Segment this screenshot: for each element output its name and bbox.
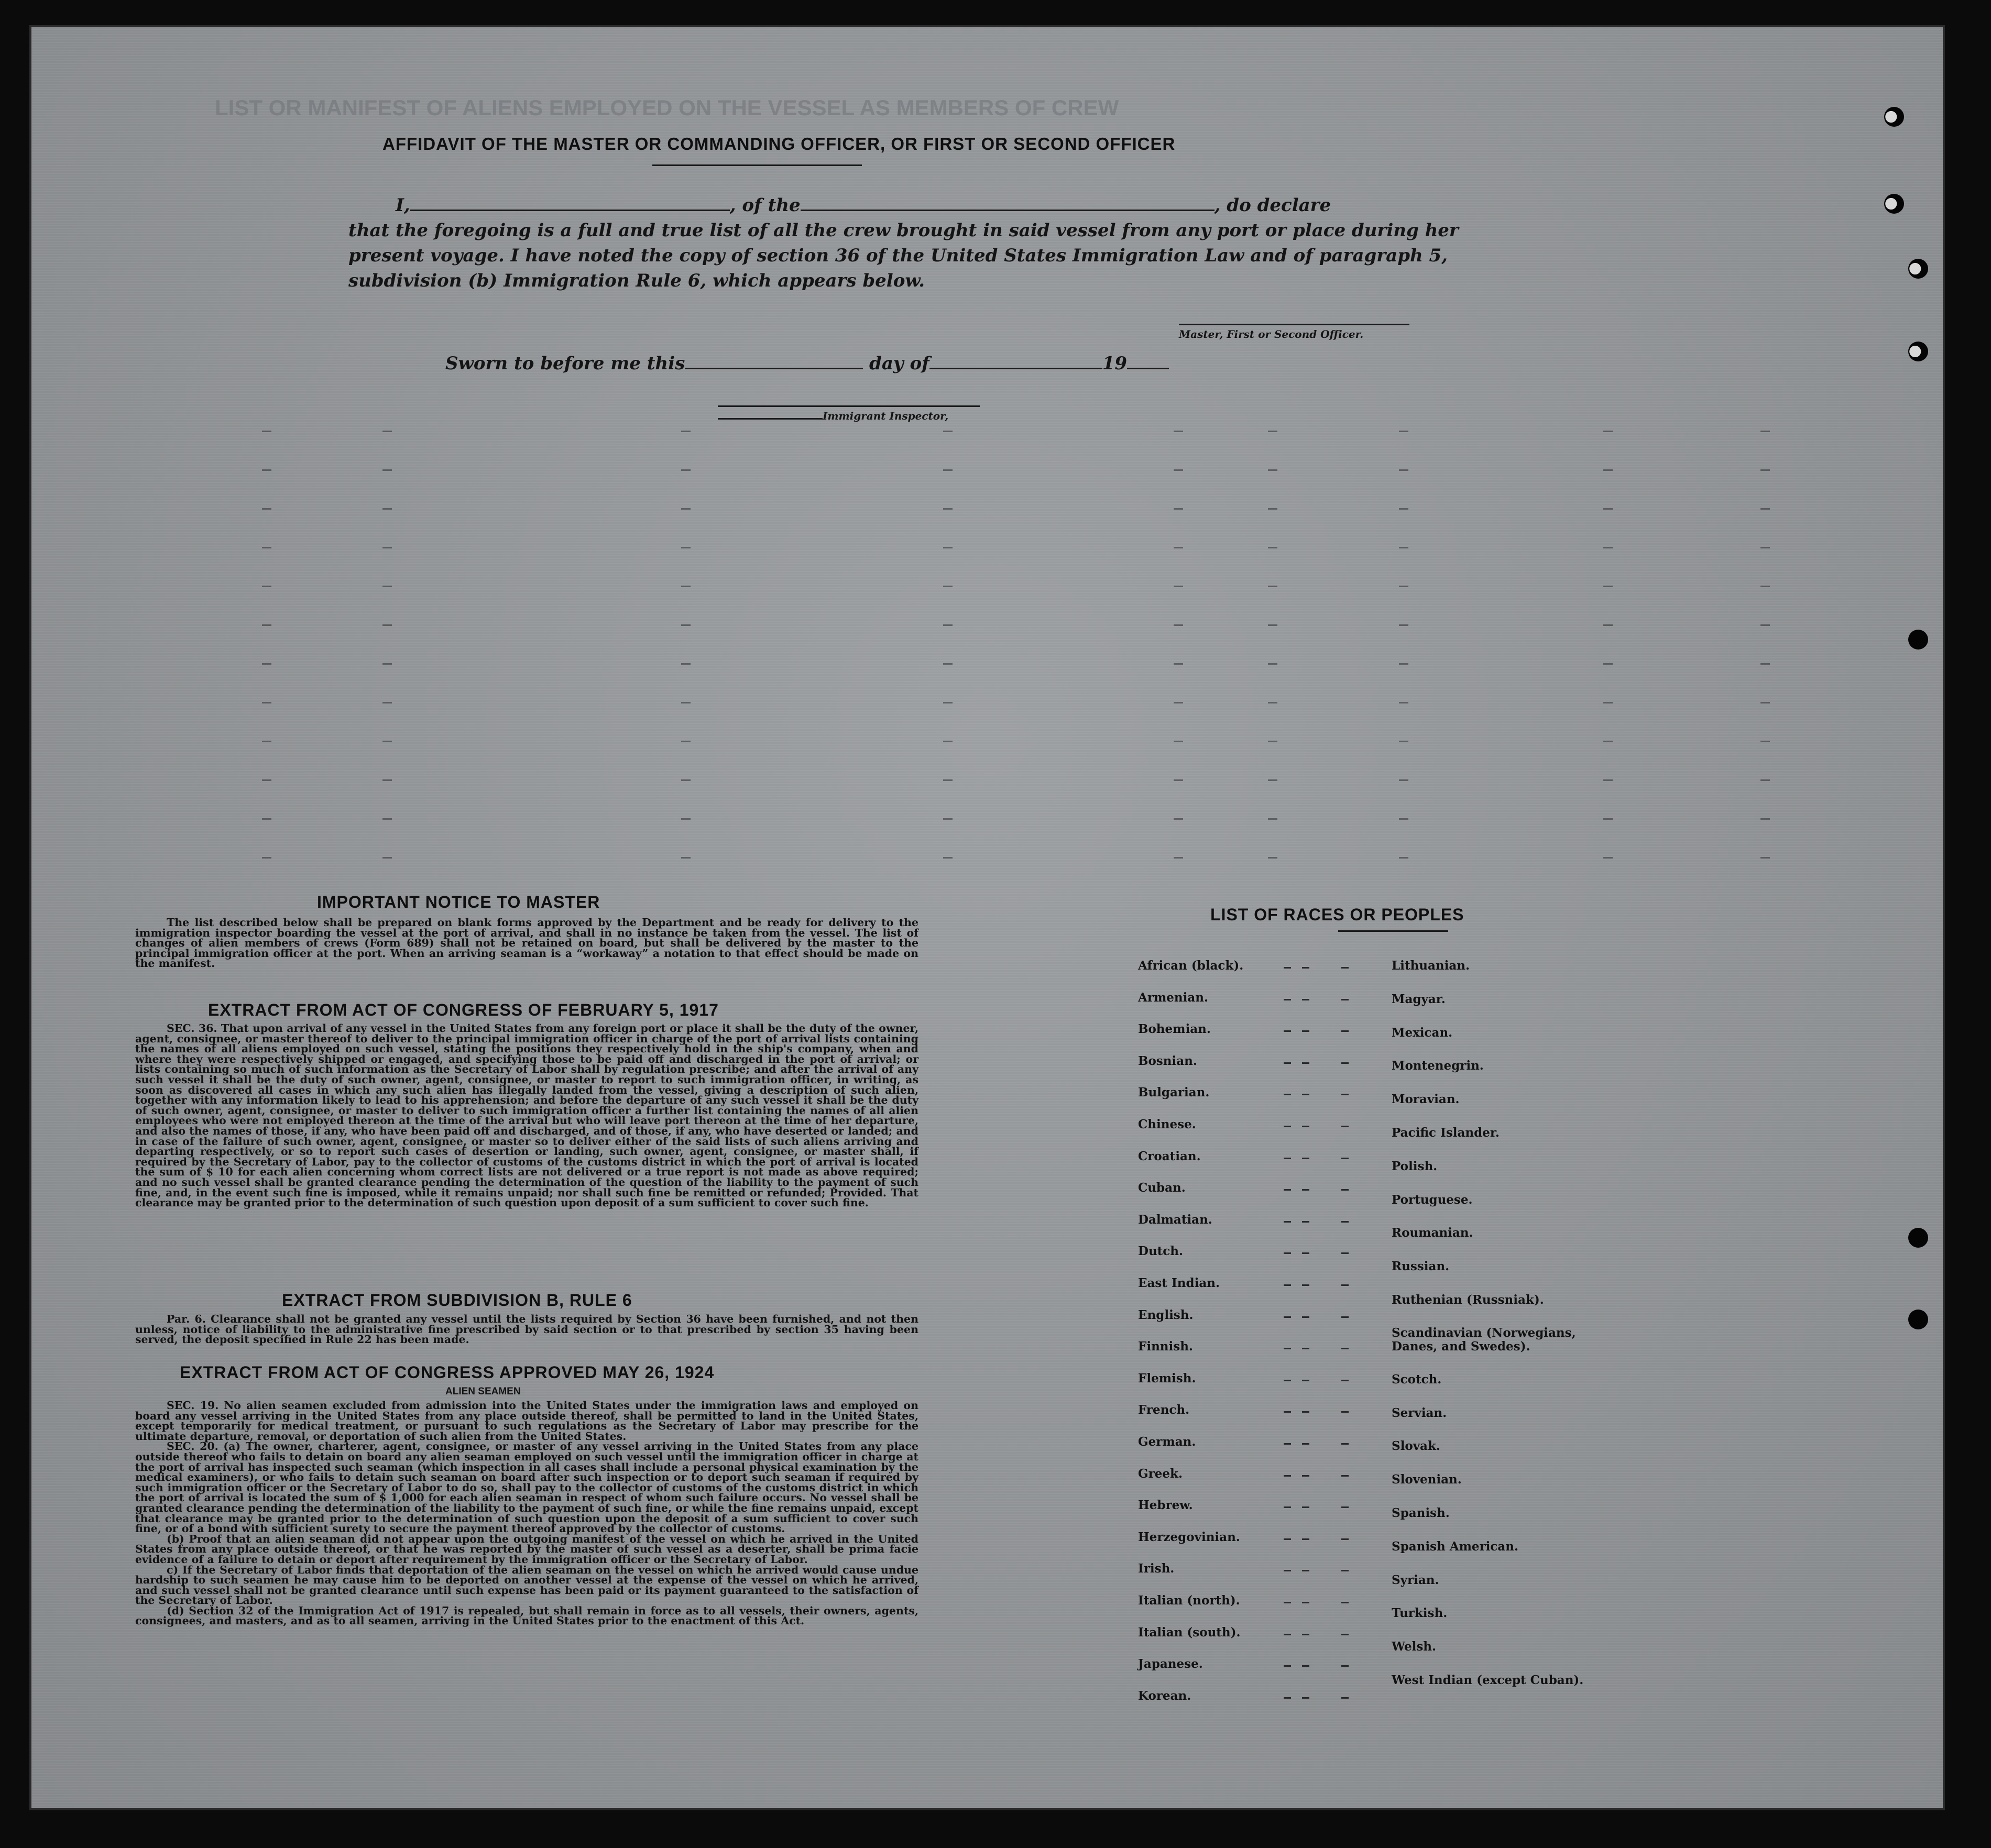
column-dash (262, 818, 271, 820)
race-item: Russian. (1392, 1259, 1450, 1274)
column-dash (382, 586, 392, 587)
binder-hole-icon (1884, 194, 1904, 214)
column-dash (943, 779, 953, 781)
column-dash (1760, 741, 1770, 742)
column-dash (1760, 586, 1770, 587)
race-item: Flemish. (1138, 1371, 1196, 1385)
column-dash (1174, 469, 1183, 471)
binder-hole-icon (1908, 342, 1928, 361)
column-dash (1399, 431, 1408, 432)
column-dash (1760, 431, 1770, 432)
leader-dash (1341, 1475, 1349, 1477)
column-dash (1268, 624, 1277, 626)
column-dash (382, 779, 392, 781)
leader-dash (1302, 1189, 1309, 1191)
leader-dash (1341, 1634, 1349, 1635)
leader-dash (1302, 967, 1309, 969)
race-item: Lithuanian. (1392, 959, 1470, 973)
leader-dash (1284, 1538, 1291, 1540)
column-dash (1399, 741, 1408, 742)
column-dash (681, 818, 691, 820)
column-dash (262, 547, 271, 548)
race-item: Bosnian. (1138, 1053, 1197, 1068)
column-dash (1268, 547, 1277, 548)
column-dash (1268, 779, 1277, 781)
leader-dash (1341, 1411, 1349, 1413)
month-blank (929, 368, 1102, 369)
column-dash (1174, 431, 1183, 432)
leader-dash (1284, 1189, 1291, 1191)
leader-dash (1341, 1284, 1349, 1286)
leader-dash (1341, 1221, 1349, 1223)
race-item: Slovenian. (1392, 1472, 1462, 1487)
race-item: Bohemian. (1138, 1022, 1211, 1037)
column-dash (943, 508, 953, 510)
leader-dash (1302, 1443, 1309, 1445)
extract-rule6-body: Par. 6. Clearance shall not be granted any vessel until the lists required by Section 36 have been furnished, and not then unless, notice of liability to the administrative fine prescribed by said section or to that prescribed by section 35 having been served, the deposit specified in Rule 22 has been made. (135, 1313, 918, 1346)
leader-dash (1302, 1030, 1309, 1032)
column-dash (262, 741, 271, 742)
leader-dash (1302, 1284, 1309, 1286)
column-dash (382, 469, 392, 471)
column-dash (681, 741, 691, 742)
manifest-page (31, 27, 1943, 1808)
column-dash (1268, 857, 1277, 859)
race-item: Servian. (1392, 1405, 1447, 1420)
inspector-signature-line (718, 405, 980, 407)
column-dash (681, 779, 691, 781)
column-dash (681, 857, 691, 859)
race-item: Bulgarian. (1138, 1085, 1210, 1100)
column-dash (1268, 431, 1277, 432)
column-dash (1268, 663, 1277, 665)
leader-dash (1302, 1506, 1309, 1508)
column-dash (681, 431, 691, 432)
column-dash (681, 547, 691, 548)
column-dash (1603, 663, 1613, 665)
leader-dash (1284, 1158, 1291, 1159)
column-dash (681, 508, 691, 510)
column-dash (262, 779, 271, 781)
sworn-text: Sworn to before me this (445, 353, 685, 374)
race-item: Welsh. (1392, 1640, 1437, 1654)
extract-rule6-title: EXTRACT FROM SUBDIVISION B, RULE 6 (282, 1291, 632, 1310)
column-dash (1174, 547, 1183, 548)
race-item: African (black). (1138, 959, 1244, 973)
race-item: Syrian. (1392, 1572, 1439, 1587)
column-dash (1268, 741, 1277, 742)
column-dash (681, 702, 691, 703)
race-item: Korean. (1138, 1688, 1191, 1703)
column-dash (1760, 508, 1770, 510)
column-dash (1174, 586, 1183, 587)
leader-dash (1341, 1697, 1349, 1699)
column-dash (1174, 663, 1183, 665)
vessel-blank (801, 210, 1215, 211)
name-blank (410, 210, 730, 211)
column-dash (943, 741, 953, 742)
column-dash (1760, 702, 1770, 703)
leader-dash (1302, 1570, 1309, 1571)
race-item: Italian (north). (1138, 1593, 1240, 1608)
leader-dash (1302, 999, 1309, 1000)
column-dash (681, 469, 691, 471)
race-item: East Indian. (1138, 1276, 1220, 1290)
affidavit-line-1 (396, 195, 1331, 216)
affidavit-do-declare: , do declare (1214, 195, 1331, 216)
leader-dash (1302, 1252, 1309, 1254)
leader-dash (1341, 1380, 1349, 1381)
column-dash (1399, 547, 1408, 548)
leader-dash (1284, 1030, 1291, 1032)
column-dash (262, 702, 271, 703)
column-dash (262, 469, 271, 471)
leader-dash (1341, 1602, 1349, 1603)
race-item: Croatian. (1138, 1149, 1201, 1163)
column-dash (1603, 818, 1613, 820)
column-dash (943, 624, 953, 626)
column-dash (262, 624, 271, 626)
column-dash (1268, 586, 1277, 587)
leader-dash (1284, 1252, 1291, 1254)
column-dash (1399, 702, 1408, 703)
race-item: Pacific Islander. (1392, 1126, 1500, 1140)
extract-1924-title: EXTRACT FROM ACT OF CONGRESS APPROVED MAY 26, 1924 (180, 1363, 715, 1382)
leader-dash (1284, 1062, 1291, 1064)
column-dash (382, 431, 392, 432)
leader-dash (1284, 1380, 1291, 1381)
column-dash (262, 857, 271, 859)
column-dash (943, 586, 953, 587)
affidavit-title: AFFIDAVIT OF THE MASTER OR COMMANDING OFFICER, OR FIRST OR SECOND OFFICER (382, 134, 1176, 153)
leader-dash (1302, 1221, 1309, 1223)
leader-dash (1302, 1348, 1309, 1349)
race-item: Spanish. (1392, 1506, 1450, 1520)
column-dash (943, 818, 953, 820)
leader-dash (1341, 1570, 1349, 1571)
column-dash (1603, 586, 1613, 587)
column-dash (382, 663, 392, 665)
leader-dash (1341, 1158, 1349, 1159)
race-item: Herzegovinian. (1138, 1530, 1240, 1544)
leader-dash (1302, 1665, 1309, 1667)
leader-dash (1302, 1411, 1309, 1413)
column-dash (382, 508, 392, 510)
leader-dash (1302, 1126, 1309, 1127)
race-item: Ruthenian (Russniak). (1392, 1293, 1544, 1307)
race-item: Montenegrin. (1392, 1059, 1484, 1073)
leader-dash (1341, 1506, 1349, 1508)
signature-caption: Master, First or Second Officer. (1179, 328, 1364, 340)
leader-dash (1284, 1094, 1291, 1095)
race-item: Mexican. (1392, 1025, 1453, 1040)
leader-dash (1341, 1189, 1349, 1191)
leader-dash (1302, 1475, 1309, 1477)
column-dash (382, 702, 392, 703)
leader-dash (1341, 1348, 1349, 1349)
leader-dash (1302, 1697, 1309, 1699)
column-dash (1268, 508, 1277, 510)
race-item: English. (1138, 1307, 1194, 1322)
column-dash (681, 624, 691, 626)
column-dash (1268, 469, 1277, 471)
day-of-text: day of (863, 353, 929, 374)
column-dash (1603, 741, 1613, 742)
binder-hole-icon (1908, 1310, 1928, 1329)
column-dash (1174, 818, 1183, 820)
affidavit-of-the: , of the (729, 195, 801, 216)
race-item: Japanese. (1138, 1657, 1203, 1671)
race-item: Spanish American. (1392, 1539, 1519, 1554)
leader-dash (1341, 1252, 1349, 1254)
column-dash (1760, 818, 1770, 820)
race-item: Dutch. (1138, 1244, 1184, 1259)
leader-dash (1341, 1062, 1349, 1064)
affidavit-i: I, (396, 195, 410, 216)
extract-1924-body: SEC. 19. No alien seamen excluded from admission into the United States under the immigration laws and employed on board any vessel arriving in the United States from any place outside thereof, shall be permitted to land in the United States, except temporarily for medical treatment, or pursuant to such regulations as the Secretary of Labor may prescribe for the ultimate departure, removal, or deportation of such alien from the United States. SEC. 20. (a) The owner, charterer, agent, consignee, or master of any vessel arriving in the United States from any place outside thereof who fails to detain on board any alien seaman employed on such vessel until the immigration officer in charge at the port of arrival has inspected such seaman (which inspection in all cases shall include a personal physical examination by the medical examiners), or who fails to detain such seaman on board after such inspection or to deport such seaman if required by such immigration officer or the Secretary of Labor to do so, shall pay to the collector of customs of the customs district in which the port of arrival is located the sum of $ 1,000 for each alien seaman in respect of whom such failure occurs. No vessel shall be granted clearance pending the determination of the liability to the payment of such fine, or while the fine remains unpaid, except that clearance may be granted prior to the determination of such question upon the deposit of a sum sufficient to cover such fine, or of a bond with sufficient surety to secure the payment thereof approved by the collector of customs. (b) Proof that an alien seaman did not appear upon the outgoing manifest of the vessel on which he arrived in the United States from any place outside thereof, or that he was reported by the master of such vessel as a deserter, shall be prima facie evidence of a failure to detain or deport after requirement by the immigration officer or the Secretary of Labor. c) If the Secretary of Labor finds that deportation of the alien seaman on the vessel on which he arrived would cause undue hardship to such seamen he may cause him to be deported on another vessel at the expense of the vessel on which he arrived, and such vessel shall not be granted clearance until such expense has been paid or its payment guaranteed to the satisfaction of the Secretary of Labor. (d) Section 32 of the Immigration Act of 1917 is repealed, but shall remain in force as to all vessels, their owners, agents, consignees, and masters, and as to all seamen, arriving in the United States prior to the enactment of this Act. (135, 1399, 918, 1627)
leader-dash (1302, 1602, 1309, 1603)
column-dash (1603, 469, 1613, 471)
race-item: Turkish. (1392, 1606, 1448, 1621)
column-dash (262, 431, 271, 432)
notice-body: The list described below shall be prepared on blank forms approved by the Department and be ready for delivery to the immigration inspector boarding the vessel at the port of arrival, and shall in no instance be taken from the vessel. The list of changes of alien members of crews (Form 689) shall not be retained on board, but shall be delivered by the master to the principal immigration officer at the port. When an arriving seaman is a “workaway” a notation to that effect should be made on the manifest. (135, 916, 918, 970)
leader-dash (1341, 1030, 1349, 1032)
column-dash (1603, 508, 1613, 510)
leader-dash (1284, 1316, 1291, 1318)
race-item: Cuban. (1138, 1181, 1186, 1195)
column-dash (262, 663, 271, 665)
leader-dash (1302, 1634, 1309, 1635)
column-dash (681, 586, 691, 587)
race-item: Finnish. (1138, 1339, 1193, 1354)
column-dash (1603, 547, 1613, 548)
leader-dash (1341, 1126, 1349, 1127)
race-item: Polish. (1392, 1159, 1438, 1173)
leader-dash (1302, 1062, 1309, 1064)
race-item: Irish. (1138, 1561, 1175, 1576)
extract-1917-body: SEC. 36. That upon arrival of any vessel in the United States from any foreign port or place it shall be the duty of the owner, agent, consignee, or master thereof to deliver to the principal immigration officer in charge of the port of arrival lists containing the names of all aliens employed on such vessel, stating the positions they respectively hold in the ship's company, when and where they were respectively shipped or engaged, and specifying those to be paid off and discharged in the port of arrival; or lists containing so much of such information as the Secretary of Labor shall by regulation prescribe; and after the arrival of any such vessel it shall be the duty of such owner, agent, consignee, or master to report to such immigration officer, in writing, as soon as discovered all cases in which any such alien has illegally landed from the vessel, giving a description of such alien, together with any information likely to lead to his apprehension; and before the departure of any such vessel it shall be the duty of such owner, agent, consignee, or master to deliver to such immigration officer a further list containing the names of all alien employees who were not employed thereon at the time of the arrival but who will leave port thereon at the time of her departure, and also the names of those, if any, who have been paid off and discharged, and of those, if any, who have deserted or landed; and in case of the failure of such owner, agent, consignee, or master so to deliver either of the said lists of such aliens arriving and departing respectively, or so to report such cases of desertion or landing, such owner, agent, consignee, or master shall, if required by the Secretary of Labor, pay to the collector of customs of the customs district in which the port of arrival is located the sum of $ 10 for each alien concerning whom correct lists are not delivered or a true report is not made as above required; and no such vessel shall be granted clearance pending the determination of the question of the liability to the payment of such fine, and, in the event such fine is imposed, while it remains unpaid; nor shall such fine be remitted or refunded; Provided. That clearance may be granted prior to the determination of such question upon deposit of a sum sufficient to cover such fine. (135, 1022, 918, 1209)
column-dash (1760, 547, 1770, 548)
affidavit-line-4: subdivision (b) Immigration Rule 6, which appears below. (348, 270, 925, 291)
column-dash (1603, 431, 1613, 432)
leader-dash (1302, 1538, 1309, 1540)
column-dash (681, 663, 691, 665)
leader-dash (1284, 1348, 1291, 1349)
leader-dash (1284, 1634, 1291, 1635)
column-dash (1399, 508, 1408, 510)
column-dash (382, 741, 392, 742)
race-item: Moravian. (1392, 1092, 1460, 1107)
sworn-line (445, 353, 1169, 374)
column-dash (1760, 779, 1770, 781)
leader-dash (1341, 1094, 1349, 1095)
leader-dash (1284, 1443, 1291, 1445)
column-dash (1760, 857, 1770, 859)
column-dash (1399, 779, 1408, 781)
column-dash (943, 547, 953, 548)
column-dash (1603, 624, 1613, 626)
column-dash (1760, 624, 1770, 626)
alien-seamen-subtitle: ALIEN SEAMEN (445, 1386, 521, 1397)
affidavit-line-3: present voyage. I have noted the copy of section 36 of the United States Immigration Law and of paragraph 5, (348, 245, 1448, 266)
column-dash (1399, 857, 1408, 859)
race-item: Scotch. (1392, 1372, 1442, 1387)
binder-hole-icon (1908, 1228, 1928, 1248)
binder-hole-icon (1908, 630, 1928, 650)
leader-dash (1341, 967, 1349, 969)
race-item: Greek. (1138, 1466, 1183, 1481)
leader-dash (1302, 1316, 1309, 1318)
binder-hole-icon (1908, 259, 1928, 279)
race-item: Scandinavian (Norwegians, Danes, and Swedes). (1392, 1325, 1576, 1354)
leader-dash (1302, 1380, 1309, 1381)
race-item: Magyar. (1392, 992, 1446, 1006)
column-dash (1760, 663, 1770, 665)
race-item: French. (1138, 1403, 1190, 1417)
leader-dash (1341, 1665, 1349, 1667)
column-dash (1174, 508, 1183, 510)
leader-dash (1284, 1284, 1291, 1286)
leader-dash (1284, 1221, 1291, 1223)
leader-dash (1284, 1411, 1291, 1413)
leader-dash (1341, 1316, 1349, 1318)
column-dash (1399, 663, 1408, 665)
leader-dash (1284, 1506, 1291, 1508)
leader-dash (1302, 1158, 1309, 1159)
race-item: Portuguese. (1392, 1192, 1473, 1207)
leader-dash (1284, 1665, 1291, 1667)
race-item: German. (1138, 1435, 1196, 1449)
column-dash (1399, 586, 1408, 587)
column-dash (1603, 779, 1613, 781)
leader-dash (1284, 1570, 1291, 1571)
column-dash (262, 508, 271, 510)
race-item: Dalmatian. (1138, 1212, 1212, 1227)
leader-dash (1284, 1602, 1291, 1603)
column-dash (1174, 702, 1183, 703)
leader-dash (1284, 999, 1291, 1000)
notice-title: IMPORTANT NOTICE TO MASTER (317, 893, 600, 911)
leader-dash (1284, 1475, 1291, 1477)
column-dash (1399, 624, 1408, 626)
column-dash (1399, 818, 1408, 820)
column-dash (1174, 857, 1183, 859)
race-item: Roumanian. (1392, 1226, 1473, 1240)
column-dash (943, 431, 953, 432)
column-dash (943, 702, 953, 703)
column-dash (943, 663, 953, 665)
title-rule (652, 164, 862, 166)
race-item: Hebrew. (1138, 1498, 1193, 1513)
column-dash (1174, 624, 1183, 626)
races-title: LIST OF RACES OR PEOPLES (1210, 905, 1464, 924)
column-dash (1603, 702, 1613, 703)
column-dash (943, 857, 953, 859)
column-dash (1603, 857, 1613, 859)
races-title-rule (1338, 930, 1448, 932)
year-blank (1127, 368, 1169, 369)
column-dash (1268, 818, 1277, 820)
leader-dash (1284, 1126, 1291, 1127)
leader-dash (1284, 1697, 1291, 1699)
leader-dash (1341, 1538, 1349, 1540)
leader-dash (1341, 1443, 1349, 1445)
leader-dash (1341, 999, 1349, 1000)
affidavit-line-2: that the foregoing is a full and true list of all the crew brought in said vessel from any port or place during her (348, 220, 1459, 241)
signature-line (1179, 324, 1409, 325)
binder-hole-icon (1884, 107, 1904, 127)
column-dash (382, 818, 392, 820)
race-item: Chinese. (1138, 1117, 1196, 1131)
column-dash (262, 586, 271, 587)
day-blank (685, 368, 863, 369)
inspector-caption: Immigrant Inspector, (718, 410, 948, 422)
column-dash (1174, 741, 1183, 742)
leader-dash (1284, 967, 1291, 969)
bleed-through-text: LIST OR MANIFEST OF ALIENS EMPLOYED ON THE VESSEL AS MEMBERS OF CREW (215, 95, 1119, 120)
extract-1917-title: EXTRACT FROM ACT OF CONGRESS OF FEBRUARY 5, 1917 (208, 1000, 719, 1019)
column-dash (1399, 469, 1408, 471)
column-dash (1174, 779, 1183, 781)
leader-dash (1302, 1094, 1309, 1095)
race-item: Italian (south). (1138, 1625, 1241, 1640)
column-dash (1268, 702, 1277, 703)
column-dash (382, 624, 392, 626)
race-item: West Indian (except Cuban). (1392, 1673, 1584, 1687)
race-item: Armenian. (1138, 990, 1209, 1005)
race-item: Slovak. (1392, 1439, 1440, 1454)
year-prefix: 19 (1102, 353, 1128, 374)
column-dash (943, 469, 953, 471)
column-dash (382, 857, 392, 859)
column-dash (382, 547, 392, 548)
column-dash (1760, 469, 1770, 471)
